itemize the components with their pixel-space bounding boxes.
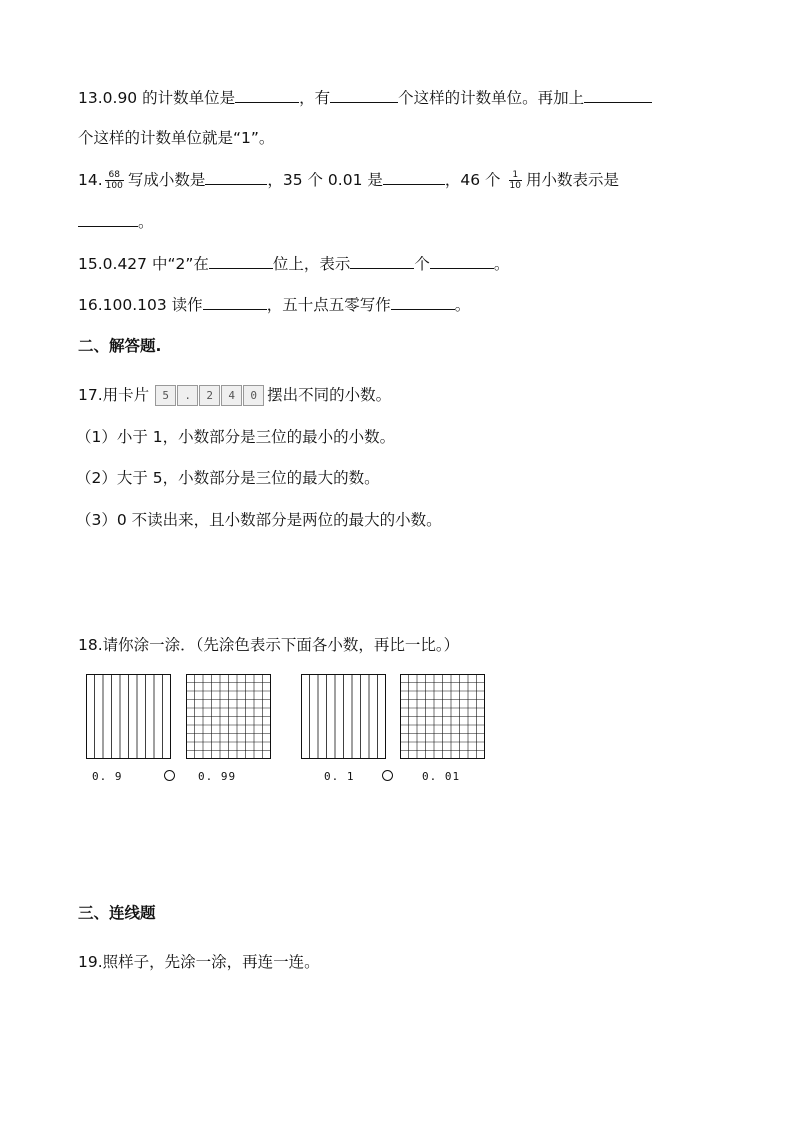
number-card: 0 (243, 385, 264, 406)
q16-blank-1[interactable] (203, 293, 267, 310)
q14-line1 (78, 168, 619, 191)
fraction-numerator: 1 (509, 170, 522, 181)
number-card: 4 (221, 385, 242, 406)
section-2-heading: 二、解答题. (78, 337, 162, 355)
grid-label-1: 0. 9 (92, 770, 123, 783)
q14-text-5: 用小数表示是 (526, 171, 620, 189)
q15-text-1: 15.0.427 中“2”在 (78, 255, 209, 273)
q15-text-3: 个 (414, 255, 430, 273)
q19-line: 19.照样子，先涂一涂，再连一连。 (78, 953, 320, 971)
q17-subquestion-2: （2）大于 5，小数部分是三位的最大的数。 (76, 469, 380, 487)
q14-text-6: 。 (138, 213, 154, 231)
fraction-denominator: 100 (105, 181, 123, 191)
q17-text-2: 摆出不同的小数。 (267, 386, 392, 404)
q13-text-2: ，有 (299, 89, 331, 107)
number-cards (155, 385, 265, 406)
q17-line (78, 384, 391, 406)
q17-subquestion-3: （3）0 不读出来，且小数部分是两位的最大的小数。 (76, 511, 442, 529)
number-card: 5 (155, 385, 176, 406)
q14-fraction-1-10 (509, 170, 522, 191)
q13-text-3: 个这样的计数单位。再加上 (398, 89, 585, 107)
section-3-heading: 三、连线题 (78, 904, 156, 922)
number-card: . (177, 385, 198, 406)
q13-line2 (78, 127, 274, 149)
q14-text-1: 14. (78, 171, 103, 189)
q14-blank-3[interactable] (78, 210, 138, 227)
q15-text-4: 。 (493, 255, 510, 273)
hundredths-grid-2[interactable] (400, 674, 485, 759)
q13-blank-1[interactable] (235, 86, 299, 103)
tenths-grid-2[interactable] (301, 674, 386, 759)
q13-blank-2[interactable] (330, 86, 398, 103)
q17-subquestion-1: （1）小于 1，小数部分是三位的最小的小数。 (76, 428, 396, 446)
q17-text-1: 17.用卡片 (78, 386, 150, 404)
q14-text-4: ，46 个 (444, 171, 501, 189)
q18-line: 18.请你涂一涂．（先涂色表示下面各小数，再比一比。） (78, 636, 460, 654)
q13-line1 (78, 86, 652, 109)
q14-fraction-68-100 (105, 170, 124, 191)
compare-circle-2[interactable] (382, 770, 393, 781)
grid-label-3: 0. 1 (324, 770, 355, 783)
q14-blank-2[interactable] (383, 168, 445, 185)
q13-text-4: 个这样的计数单位就是“1”。 (78, 129, 275, 147)
q16-line (78, 293, 470, 316)
q15-blank-1[interactable] (209, 252, 273, 269)
q15-line (78, 252, 509, 275)
tenths-grid-1[interactable] (86, 674, 171, 759)
q15-blank-2[interactable] (350, 252, 414, 269)
fraction-numerator: 68 (105, 170, 124, 181)
hundredths-grid-1[interactable] (186, 674, 271, 759)
grid-label-2: 0. 99 (198, 770, 237, 783)
q15-text-2: 位上，表示 (272, 255, 351, 273)
q16-text-3: 。 (454, 296, 471, 314)
grid-label-4: 0. 01 (422, 770, 461, 783)
q14-line2 (78, 210, 154, 233)
q16-text-2: ，五十点五零写作 (266, 296, 391, 314)
q13-blank-3[interactable] (584, 86, 652, 103)
number-card: 2 (199, 385, 220, 406)
q14-text-3: ，35 个 0.01 是 (267, 171, 383, 189)
fraction-denominator: 10 (509, 181, 521, 191)
q14-text-2: 写成小数是 (127, 171, 206, 189)
q13-text-1: 13.0.90 的计数单位是 (78, 89, 236, 107)
q16-text-1: 16.100.103 读作 (78, 296, 203, 314)
q14-blank-1[interactable] (205, 168, 267, 185)
q16-blank-2[interactable] (391, 293, 455, 310)
q15-blank-3[interactable] (430, 252, 494, 269)
compare-circle-1[interactable] (164, 770, 175, 781)
